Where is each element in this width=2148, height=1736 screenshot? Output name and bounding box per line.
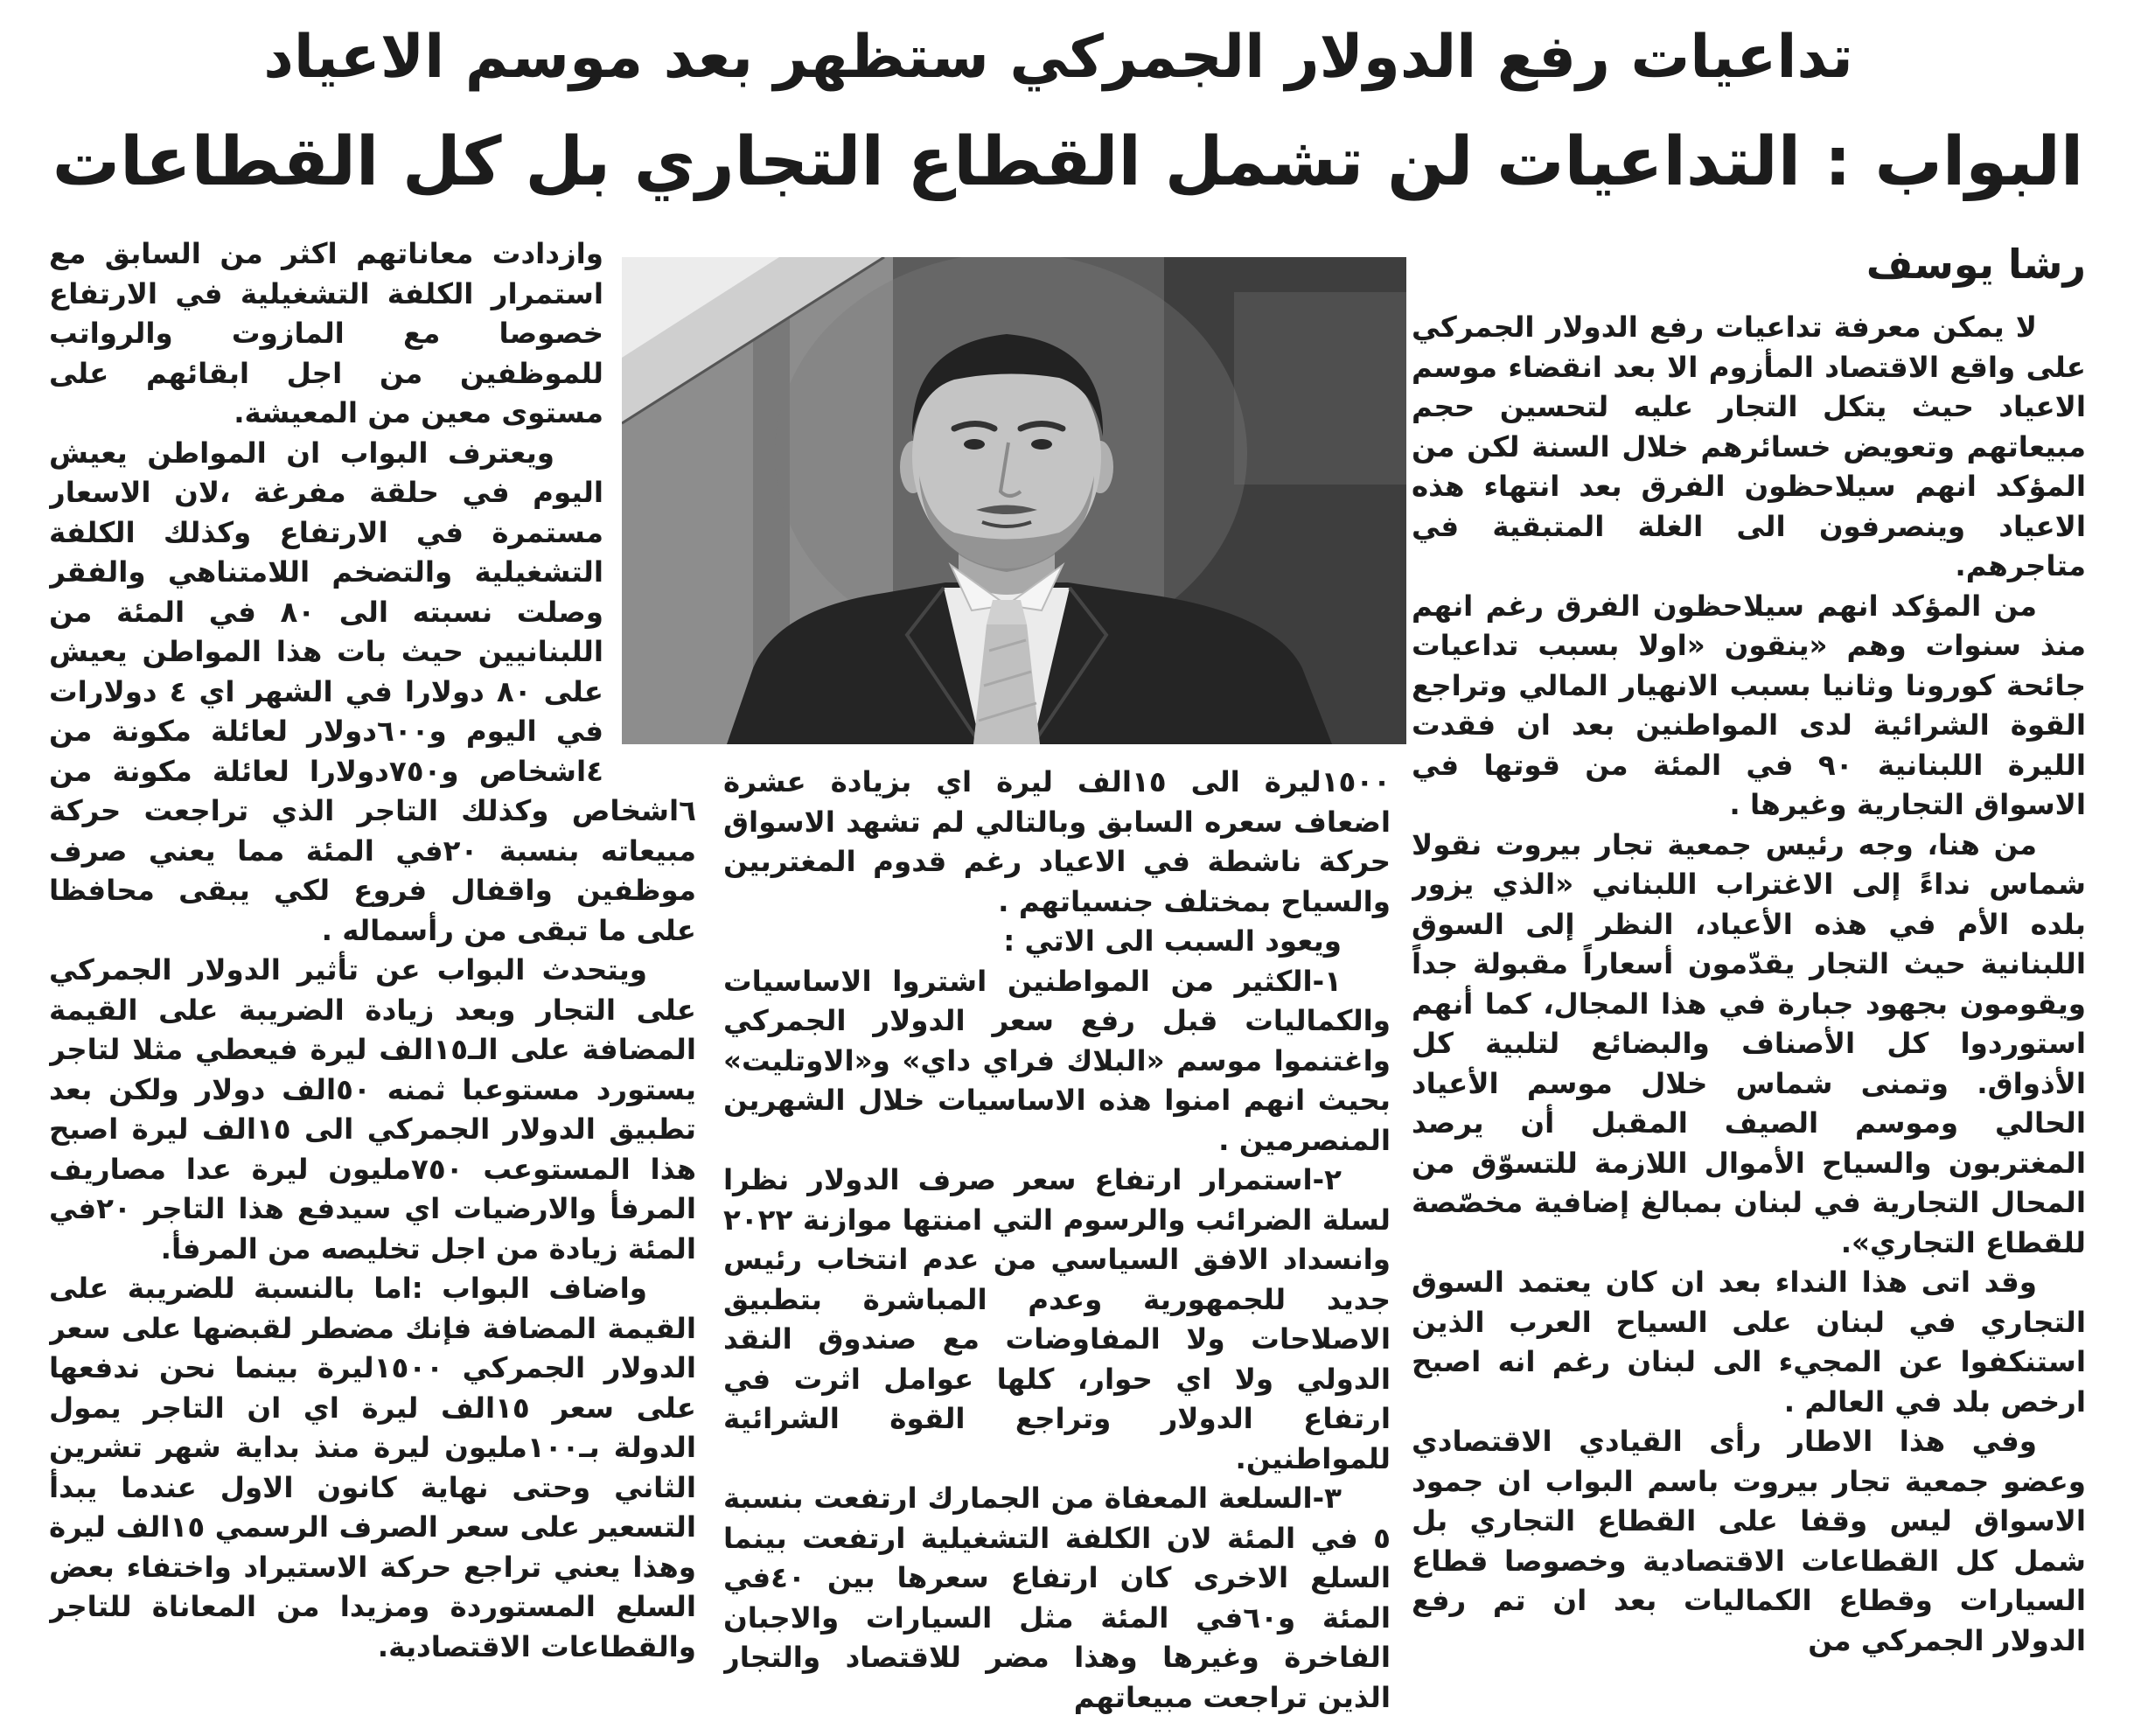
column-middle bbox=[723, 763, 1391, 1730]
article-paragraph: واضاف البواب :اما بالنسبة للضريبة على القيمة المضافة فإنك مضطر لقبضها على سعر الدولار الجمركي ١٥٠٠ليرة بينما نحن ندفعها على سعر ١٥الف ليرة اي ان التاجر يمول الدولة بـ١٠٠مليون ليرة منذ بداية شهر تشرين الثاني وحتى نهاية كانون الاول عندما يبدأ التسعير على سعر الصرف الرسمي ١٥الف ليرة وهذا يعني تراجع حركة الاستيراد واختفاء بعض السلع المستوردة ومزيدا من المعاناة للتاجر والقطاعات الاقتصادية. bbox=[49, 1272, 696, 1663]
byline: رشا يوسف bbox=[1866, 241, 2086, 288]
article-paragraph: وفي هذا الاطار رأى القيادي الاقتصادي وعضو جمعية تجار بيروت باسم البواب ان جمود الاسواق ليس وقفا على القطاع التجاري بل شمل كل القطاعات الاقتصادية وخصوصا قطاع السيارات وقطاع الكماليات بعد ان تم رفع الدولار الجمركي من bbox=[1412, 1425, 2086, 1657]
article-paragraph: ويعترف البواب ان المواطن يعيش اليوم في حلقة مفرغة ،لان الاسعار مستمرة في الارتفاع وكذلك الكلفة التشغيلية والتضخم اللامتناهي والفقر وصلت نسبته الى ٨٠ في المئة من اللبنانيين حيث بات هذا المواطن يعيش على ٨٠ دولارا في الشهر اي ٤ دولارات في اليوم و٦٠٠دولار لعائلة مكونة من ٤اشخاص و٧٥٠دولارا لعائلة مكونة من ٦اشخاص وكذلك التاجر الذي تراجعت حركة مبيعاته بنسبة ٢٠في المئة مما يعني صرف موظفين واقفال فروع لكي يبقى محافظا على ما تبقى من رأسماله . bbox=[49, 436, 696, 947]
article-photo bbox=[622, 257, 1406, 744]
article-paragraph: وازدادت معاناتهم اكثر من السابق مع استمرار الكلفة التشغيلية في الارتفاع خصوصا مع المازوت والرواتب للموظفين من اجل ابقائهم على مستوى معين من المعيشة. bbox=[49, 237, 603, 429]
column-left bbox=[49, 234, 696, 1730]
article-paragraph: من المؤكد انهم سيلاحظون الفرق رغم انهم منذ سنوات وهم «ينقون «اولا بسبب تداعيات جائحة كورونا وثانيا بسبب الانهيار المالي وتراجع القوة الشرائية لدى المواطنين بعد ان فقدت الليرة اللبنانية ٩٠ في المئة من قوتها في الاسواق التجارية وغيرها . bbox=[1412, 589, 2086, 821]
list-item: ٣-السلعة المعفاة من الجمارك ارتفعت بنسبة ٥ في المئة لان الكلفة التشغيلية ارتفعت بينما السلع الاخرى كان ارتفاع سعرها بين ٤٠في المئة و٦٠في المئة مثل السيارات والاجبان الفاخرة وغيرها وهذا مضر للاقتصاد والتجار الذين تراجعت مبيعاتهم bbox=[723, 1482, 1391, 1714]
photo-wrap-spacer bbox=[603, 234, 696, 755]
article-paragraph: من هنا، وجه رئيس جمعية تجار بيروت نقولا شماس نداءً إلى الاغتراب اللبناني «الذي يزور بلده الأم في هذه الأعياد، النظر إلى السوق اللبنانية حيث التجار يقدّمون أسعاراً مقبولة جداً ويقومون بجهود جبارة في هذا المجال، كما أنهم استوردوا كل الأصناف والبضائع لتلبية كل الأذواق. وتمنى شماس خلال موسم الأعياد الحالي وموسم الصيف المقبل أن يرصد المغتربون والسياح الأموال اللازمة للتسوّق من المحال التجارية في لبنان بمبالغ إضافية مخصّصة للقطاع التجاري». bbox=[1412, 827, 2086, 1259]
headline-kicker: تداعيات رفع الدولار الجمركي ستظهر بعد موسم الاعياد bbox=[263, 22, 1853, 91]
article-paragraph: وقد اتى هذا النداء بعد ان كان يعتمد السوق التجاري في لبنان على السياح العرب الذين استنكفوا عن المجيء الى لبنان رغم انه اصبح ارخص بلد في العالم . bbox=[1412, 1265, 2086, 1419]
article-paragraph: لا يمكن معرفة تداعيات رفع الدولار الجمركي على واقع الاقتصاد المأزوم الا بعد انقضاء موسم الاعياد حيث يتكل التجار عليه لتحسين حجم مبيعاتهم وتعويض خسائرهم خلال السنة لكن من المؤكد انهم سيلاحظون الفرق بعد انتهاء هذه الاعياد وينصرفون الى الغلة المتبقية في متاجرهم. bbox=[1412, 310, 2086, 582]
article-paragraph: ويتحدث البواب عن تأثير الدولار الجمركي على التجار وبعد زيادة الضريبة على القيمة المضافة على الـ١٥الف ليرة فيعطي مثلا لتاجر يستورد مستوعبا ثمنه ٥٠الف دولار ولكن بعد تطبيق الدولار الجمركي الى ١٥الف ليرة اصبح هذا المستوعب ٧٥٠مليون ليرة عدا مصاريف المرفأ والارضيات اي سيدفع هذا التاجر ٢٠في المئة زيادة من اجل تخليصه من المرفأ. bbox=[49, 953, 696, 1265]
column-right bbox=[1412, 308, 2086, 1730]
list-item: ٢-استمرار ارتفاع سعر صرف الدولار نظرا لسلة الضرائب والرسوم التي امنتها موازنة ٢٠٢٢ وانسداد الافق السياسي من عدم انتخاب رئيس جديد للجمهورية وعدم المباشرة بتطبيق الاصلاحات ولا المفاوضات مع صندوق النقد الدولي ولا اي حوار، كلها عوامل اثرت في ارتفاع الدولار وتراجع القوة الشرائية للمواطنين. bbox=[723, 1163, 1391, 1475]
article-paragraph: ويعود السبب الى الاتي : bbox=[1003, 924, 1342, 958]
portrait-photo bbox=[622, 257, 1406, 744]
headline-main: البواب : التداعيات لن تشمل القطاع التجاري بل كل القطاعات bbox=[52, 123, 2084, 201]
list-item: ١-الكثير من المواطنين اشتروا الاساسيات والكماليات قبل رفع سعر الدولار الجمركي واغتنموا موسم «البلاك فراي داي» و«الاوتليت» بحيث انهم امنوا هذه الاساسيات خلال الشهرين المنصرمين . bbox=[723, 964, 1391, 1157]
article-paragraph: ١٥٠٠ليرة الى ١٥الف ليرة اي بزيادة عشرة اضعاف سعره السابق وبالتالي لم تشهد الاسواق حركة ناشطة في الاعياد رغم قدوم المغتربين والسياح بمختلف جنسياتهم . bbox=[723, 765, 1391, 918]
